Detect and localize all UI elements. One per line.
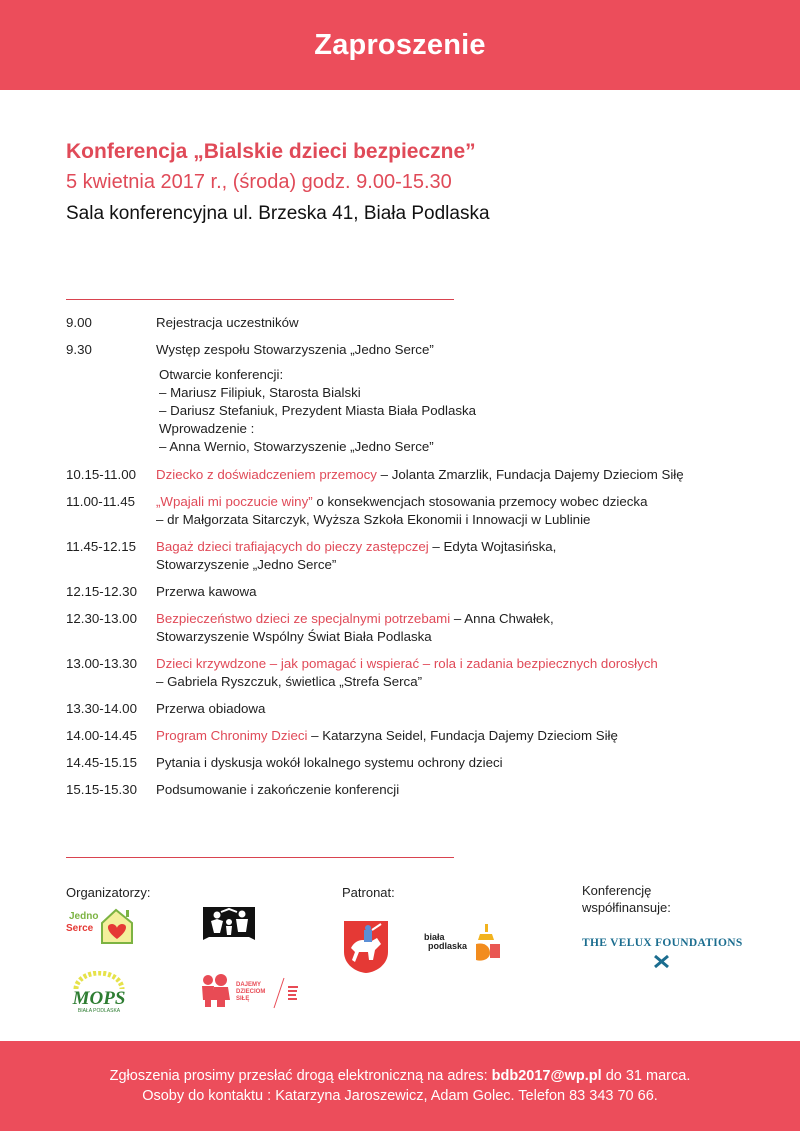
header-banner	[0, 0, 800, 90]
agenda-description	[156, 538, 766, 574]
agenda-speaker: Stowarzyszenie „Jedno Serce”	[156, 557, 337, 572]
agenda-speaker: Stowarzyszenie Wspólny Świat Biała Podlaska	[156, 629, 432, 644]
agenda-speaker: – dr Małgorzata Sitarczyk, Wyższa Szkoła Ekonomii i Innowacji w Lublinie	[156, 512, 591, 527]
agenda-row	[66, 466, 766, 484]
agenda-text: Podsumowanie i zakończenie konferencji	[156, 782, 400, 797]
agenda-time: 15.15-15.30	[66, 782, 137, 797]
svg-text:DAJEMY: DAJEMY	[236, 982, 262, 988]
agenda-text: Przerwa kawowa	[156, 584, 257, 599]
page-title: Zaproszenie	[314, 28, 486, 61]
agenda-description	[156, 583, 766, 601]
agenda-time: 13.00-13.30	[66, 656, 137, 671]
agenda-row	[66, 314, 766, 332]
agenda-speaker: – Gabriela Ryszczuk, świetlica „Strefa Serca”	[156, 674, 423, 689]
agenda-time: 9.00	[66, 315, 92, 330]
svg-text:Serce: Serce	[66, 923, 94, 934]
agenda-time: 11.00-11.45	[66, 494, 136, 509]
agenda-text: Przerwa obiadowa	[156, 701, 266, 716]
agenda-sessions	[66, 466, 766, 799]
agenda-text: o konsekwencjach stosowania przemocy wobec dziecka	[312, 494, 648, 509]
biala-podlaska-logo	[424, 922, 504, 962]
agenda-time: 12.30-13.00	[66, 611, 137, 626]
agenda-row	[66, 538, 766, 574]
conference-intro	[66, 137, 490, 231]
sponsors-section	[0, 880, 800, 1030]
agenda-description	[156, 466, 766, 484]
agenda-description	[156, 655, 766, 691]
conference-title: Konferencja „Bialskie dzieci bezpieczne”	[66, 140, 476, 163]
svg-text:THE VELUX FOUNDATIONS: THE VELUX FOUNDATIONS	[582, 937, 743, 949]
agenda-topic: Bezpieczeństwo dzieci ze specjalnymi potrzebami	[156, 611, 451, 626]
agenda-time: 11.45-12.15	[66, 539, 136, 554]
svg-text:Jedno: Jedno	[69, 911, 99, 922]
agenda-description	[156, 754, 766, 772]
patron-label: Patronat:	[342, 885, 395, 900]
agenda-row	[66, 610, 766, 646]
agenda-description	[156, 610, 766, 646]
agenda-topic: Program Chronimy Dzieci	[156, 728, 308, 743]
agenda-row	[66, 781, 766, 799]
agenda-description	[156, 493, 766, 529]
agenda-time: 10.15-11.00	[66, 467, 136, 482]
velux-foundations-logo	[582, 934, 752, 972]
svg-text:SIŁĘ: SIŁĘ	[236, 996, 250, 1002]
agenda-time: 14.45-15.15	[66, 755, 137, 770]
opening-line: Otwarcie konferencji:	[159, 367, 284, 382]
agenda-text: – Jolanta Zmarzlik, Fundacja Dajemy Dzieciom Siłę	[376, 467, 684, 482]
agenda-text: – Katarzyna Seidel, Fundacja Dajemy Dzieciom Siłę	[307, 728, 618, 743]
agenda-text: Pytania i dyskusja wokół lokalnego systemu ochrony dzieci	[156, 755, 503, 770]
family-silhouette-logo	[203, 907, 255, 943]
svg-text:DZIECIOM: DZIECIOM	[236, 989, 266, 995]
divider-top	[66, 299, 454, 300]
agenda-row	[66, 341, 766, 359]
cofinance-label: Konferencję współfinansuje:	[582, 883, 671, 915]
agenda-description	[156, 781, 766, 799]
agenda-time: 9.30	[66, 342, 92, 357]
footer-registration-line: Zgłoszenia prosimy przesłać drogą elektroniczną na adres: bdb2017@wp.pl do 31 marca.	[109, 1068, 691, 1084]
mops-logo	[66, 971, 132, 1013]
opening-line: – Mariusz Filipiuk, Starosta Bialski	[159, 385, 361, 400]
dajemy-dzieciom-sile-logo	[200, 974, 310, 1010]
agenda-row	[66, 583, 766, 601]
footer-contact-line: Osoby do kontaktu : Katarzyna Jaroszewicz, Adam Golec. Telefon 83 343 70 66.	[142, 1088, 658, 1104]
svg-text:biała: biała	[424, 932, 445, 942]
divider-bottom	[66, 857, 454, 858]
agenda-topic: Dziecko z doświadczeniem przemocy	[156, 467, 377, 482]
agenda-text: – Anna Chwałek,	[450, 611, 554, 626]
agenda-text: Rejestracja uczestników	[156, 315, 299, 330]
agenda-row	[66, 655, 766, 691]
agenda-row	[66, 493, 766, 529]
agenda-text: Występ zespołu Stowarzyszenia „Jedno Serce”	[156, 342, 434, 357]
opening-line: Wprowadzenie :	[159, 421, 255, 436]
contact-email-link[interactable]: bdb2017@wp.pl	[491, 1068, 602, 1084]
agenda-row	[66, 727, 766, 745]
agenda-topic: Bagaż dzieci trafiających do pieczy zastępczej	[156, 539, 429, 554]
agenda-time: 12.15-12.30	[66, 584, 137, 599]
footer-banner	[0, 1041, 800, 1131]
opening-line: – Dariusz Stefaniuk, Prezydent Miasta Biała Podlaska	[159, 403, 477, 418]
opening-block	[66, 366, 766, 456]
conference-date: 5 kwietnia 2017 r., (środa) godz. 9.00-15.30	[66, 171, 452, 193]
opening-line: – Anna Wernio, Stowarzyszenie „Jedno Serce”	[159, 439, 434, 454]
agenda-text: – Edyta Wojtasińska,	[428, 539, 557, 554]
svg-text:MOPS: MOPS	[72, 988, 126, 1009]
agenda-time: 13.30-14.00	[66, 701, 137, 716]
agenda-description	[156, 727, 766, 745]
jedno-serce-logo	[66, 907, 134, 945]
agenda	[66, 314, 766, 808]
agenda-topic: „Wpajali mi poczucie winy”	[156, 494, 313, 509]
agenda-description	[156, 700, 766, 718]
svg-text:BIAŁA PODLASKA: BIAŁA PODLASKA	[77, 1008, 121, 1013]
agenda-row	[66, 754, 766, 772]
agenda-time: 14.00-14.45	[66, 728, 137, 743]
agenda-row	[66, 700, 766, 718]
conference-venue: Sala konferencyjna ul. Brzeska 41, Biała Podlaska	[66, 203, 490, 224]
coat-of-arms-logo	[343, 920, 389, 974]
svg-text:podlaska: podlaska	[428, 941, 468, 951]
organizers-label: Organizatorzy:	[66, 885, 151, 900]
agenda-topic: Dzieci krzywdzone – jak pomagać i wspierać – rola i zadania bezpiecznych dorosłych	[156, 656, 658, 671]
